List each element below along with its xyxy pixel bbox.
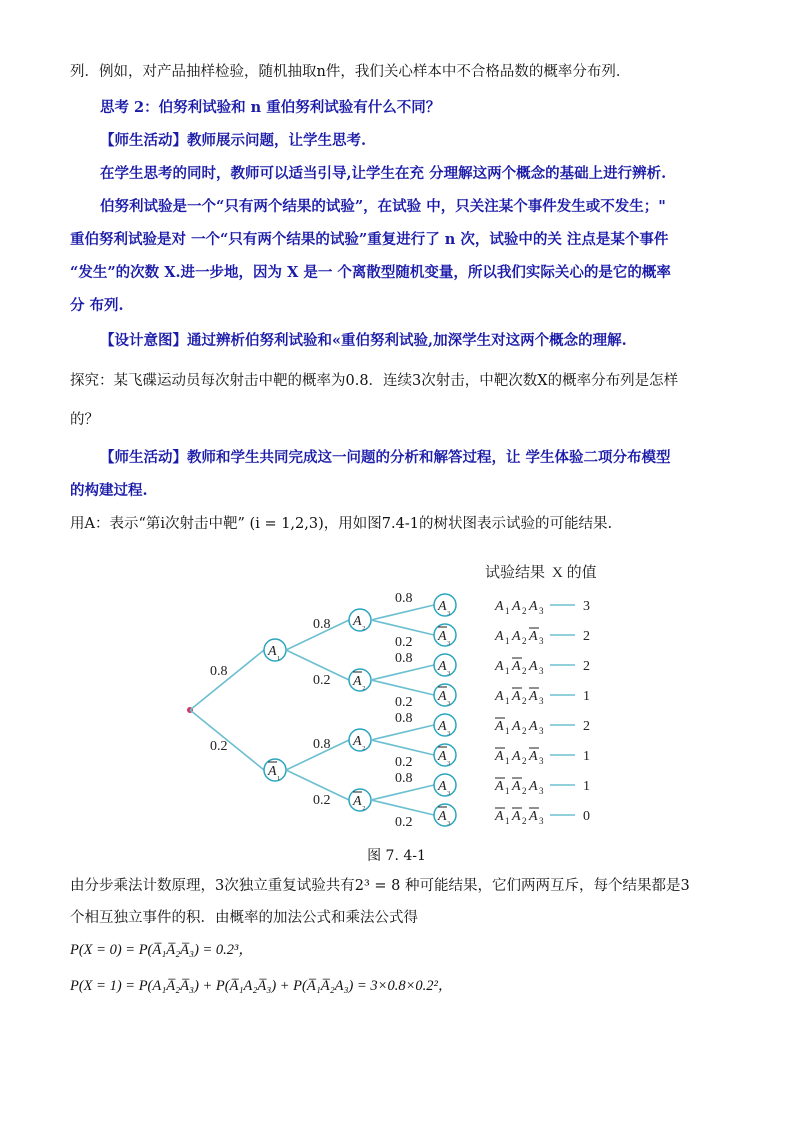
outcome-6-sub2: 2 <box>522 786 527 796</box>
teacher-student-activity-1: 【师生活动】教师展示问题，让学生思考. <box>100 132 367 149</box>
node-l3-6-sub: ₃ <box>447 785 451 796</box>
explore-question: 探究：某飞碟运动员每次射击中靶的概率为0.8．连续3次射击，中靶次数X的概率分布列是怎样 <box>70 373 679 389</box>
node-l3-1-sub: ₃ <box>447 635 451 646</box>
node-l3-0-label: A <box>438 599 447 614</box>
outcome-5-a1: A <box>495 749 504 764</box>
outcome-6-a1: A <box>495 779 504 794</box>
text-line-13: 的构建过程. <box>70 482 148 499</box>
outcome-3-sub3: 3 <box>539 696 544 706</box>
branch-l3-4 <box>371 725 434 740</box>
prob-l2-0: 0.8 <box>313 617 331 632</box>
branch-l3-3 <box>371 680 434 695</box>
prob-l1-1: 0.2 <box>210 739 228 754</box>
branch-l3-0 <box>371 605 434 620</box>
node-l3-6-label: A <box>438 779 447 794</box>
outcome-3-a2: A <box>512 689 521 704</box>
node-l3-3-label: A <box>438 689 447 704</box>
text-line-15: 由分步乘法计数原理，3次独立重复试验共有2³ = 8 种可能结果，它们两两互斥，每个结果都是3 <box>70 878 690 894</box>
outcome-2-sub1: 1 <box>505 666 510 676</box>
tree-diagram <box>180 555 620 845</box>
outcome-1-sub1: 1 <box>505 636 510 646</box>
outcome-4-sub3: 3 <box>539 726 544 736</box>
outcome-7-a1: A <box>495 809 504 824</box>
outcome-0-sub1: 1 <box>505 606 510 616</box>
node-l2-3-sub: ₂ <box>362 800 366 811</box>
text-line-1: 列．例如，对产品抽样检验，随机抽取n件，我们关心样本中不合格品数的概率分布列． <box>70 64 631 80</box>
outcome-6-a2: A <box>512 779 521 794</box>
outcome-7-a2: A <box>512 809 521 824</box>
outcome-7-a3: A <box>529 809 538 824</box>
x-value-1: 2 <box>583 629 590 644</box>
node-l3-7-label: A <box>438 809 447 824</box>
header-result: 试验结果 <box>485 565 546 581</box>
branch-l3-2 <box>371 665 434 680</box>
node-l2-2-label: A <box>353 734 362 749</box>
node-l1-0-label: A <box>268 644 277 659</box>
teacher-student-activity-2: 【师生活动】教师和学生共同完成这一问题的分析和解答过程，让 学生体验二项分布模型 <box>100 449 671 466</box>
outcome-7-sub3: 3 <box>539 816 544 826</box>
node-l3-7-sub: ₃ <box>447 815 451 826</box>
design-intent: 【设计意图】通过辨析伯努利试验和«重伯努利试验,加深学生对这两个概念的理解. <box>100 332 627 349</box>
outcome-1-sub2: 2 <box>522 636 527 646</box>
outcome-7-sub1: 1 <box>505 816 510 826</box>
x-value-3: 1 <box>583 689 590 704</box>
branch-l1-0 <box>190 650 264 710</box>
outcome-4-a3: A <box>529 719 538 734</box>
node-l3-2-label: A <box>438 659 447 674</box>
node-l3-3-sub: ₃ <box>447 695 451 706</box>
x-value-0: 3 <box>583 599 590 614</box>
prob-l2-2: 0.8 <box>313 737 331 752</box>
outcome-1-sub3: 3 <box>539 636 544 646</box>
outcome-2-sub2: 2 <box>522 666 527 676</box>
outcome-5-sub2: 2 <box>522 756 527 766</box>
node-l3-2-sub: ₃ <box>447 665 451 676</box>
prob-l2-3: 0.2 <box>313 793 331 808</box>
prob-l3-2: 0.8 <box>395 651 413 666</box>
outcome-4-sub2: 2 <box>522 726 527 736</box>
text-line-8: 分 布列. <box>70 297 124 314</box>
prob-l3-1: 0.2 <box>395 635 413 650</box>
think-question-2: 思考 2：伯努利试验和 n 重伯努利试验有什么不同？ <box>100 99 441 116</box>
outcome-6-sub3: 3 <box>539 786 544 796</box>
x-value-5: 1 <box>583 749 590 764</box>
event-definition: 用A：表示“第i次射击中靶” (i = 1,2,3)，用如图7.4-1的树状图表示试验的可能结果. <box>70 516 613 532</box>
branch-l3-6 <box>371 785 434 800</box>
branch-l3-1 <box>371 620 434 635</box>
figure-caption: 图 7. 4-1 <box>367 848 426 864</box>
prob-l3-7: 0.2 <box>395 815 413 830</box>
prob-l3-4: 0.8 <box>395 711 413 726</box>
text-line-6: 重伯努利试验是对 一个“只有两个结果的试验”重复进行了 n 次，试验中的关 注点是某个事件 <box>70 231 669 248</box>
text-line-4: 在学生思考的同时，教师可以适当引导,让学生在充 分理解这两个概念的基础上进行辨析. <box>100 165 667 182</box>
node-l1-0-sub: ₁ <box>277 650 281 661</box>
x-value-2: 2 <box>583 659 590 674</box>
prob-l1-0: 0.8 <box>210 664 228 679</box>
node-l3-5-sub: ₃ <box>447 755 451 766</box>
branch-l3-5 <box>371 740 434 755</box>
outcome-3-a3: A <box>529 689 538 704</box>
text-line-7: “发生”的次数 X.进一步地，因为 X 是一 个离散型随机变量，所以我们实际关心的是它的概率 <box>70 264 671 281</box>
outcome-0-sub2: 2 <box>522 606 527 616</box>
branch-l3-7 <box>371 800 434 815</box>
prob-l3-5: 0.2 <box>395 755 413 770</box>
text-line-16: 个相互独立事件的积．由概率的加法公式和乘法公式得 <box>70 910 418 926</box>
outcome-0-sub3: 3 <box>539 606 544 616</box>
outcome-5-a3: A <box>529 749 538 764</box>
node-l3-5-label: A <box>438 749 447 764</box>
node-l3-1-label: A <box>438 629 447 644</box>
x-value-4: 2 <box>583 719 590 734</box>
outcome-0-a3: A <box>529 599 538 614</box>
node-l2-0-sub: ₂ <box>362 620 366 631</box>
outcome-7-sub2: 2 <box>522 816 527 826</box>
prob-l3-0: 0.8 <box>395 591 413 606</box>
node-l2-1-sub: ₂ <box>362 680 366 691</box>
outcome-6-sub1: 1 <box>505 786 510 796</box>
outcome-4-a2: A <box>512 719 521 734</box>
node-l3-4-sub: ₃ <box>447 725 451 736</box>
x-value-6: 1 <box>583 779 590 794</box>
outcome-3-sub1: 1 <box>505 696 510 706</box>
outcome-1-a1: A <box>495 629 504 644</box>
node-l2-3-label: A <box>353 794 362 809</box>
outcome-2-a3: A <box>529 659 538 674</box>
node-l1-1-sub: ₁ <box>277 770 281 781</box>
outcome-5-sub3: 3 <box>539 756 544 766</box>
outcome-2-a2: A <box>512 659 521 674</box>
outcome-4-a1: A <box>495 719 504 734</box>
text-line-5: 伯努利试验是一个“只有两个结果的试验”，在试验 中，只关注某个事件发生或不发生；" <box>100 198 666 215</box>
outcome-3-sub2: 2 <box>522 696 527 706</box>
header-x-value: X 的值 <box>552 565 597 581</box>
node-l2-2-sub: ₂ <box>362 740 366 751</box>
outcome-0-a2: A <box>512 599 521 614</box>
node-l3-0-sub: ₃ <box>447 605 451 616</box>
node-l3-4-label: A <box>438 719 447 734</box>
equation-x1: P(X = 1) = P(A₁A̅₂A̅₃) + P(A̅₁A₂A̅₃) + P(A̅₁A̅₂A₃) = 3×0.8×0.2²， <box>70 978 453 994</box>
node-l2-0-label: A <box>353 614 362 629</box>
equation-x0: P(X = 0) = P(A̅₁A̅₂A̅₃) = 0.2³， <box>70 942 253 958</box>
outcome-1-a3: A <box>529 629 538 644</box>
outcome-0-a1: A <box>495 599 504 614</box>
outcome-5-sub1: 1 <box>505 756 510 766</box>
outcome-3-a1: A <box>495 689 504 704</box>
text-line-11: 的？ <box>70 412 99 428</box>
node-l2-1-label: A <box>353 674 362 689</box>
x-value-7: 0 <box>583 809 590 824</box>
outcome-1-a2: A <box>512 629 521 644</box>
prob-l3-3: 0.2 <box>395 695 413 710</box>
prob-l3-6: 0.8 <box>395 771 413 786</box>
outcome-2-sub3: 3 <box>539 666 544 676</box>
outcome-6-a3: A <box>529 779 538 794</box>
outcome-4-sub1: 1 <box>505 726 510 736</box>
outcome-5-a2: A <box>512 749 521 764</box>
outcome-2-a1: A <box>495 659 504 674</box>
node-l1-1-label: A <box>268 764 277 779</box>
prob-l2-1: 0.2 <box>313 673 331 688</box>
